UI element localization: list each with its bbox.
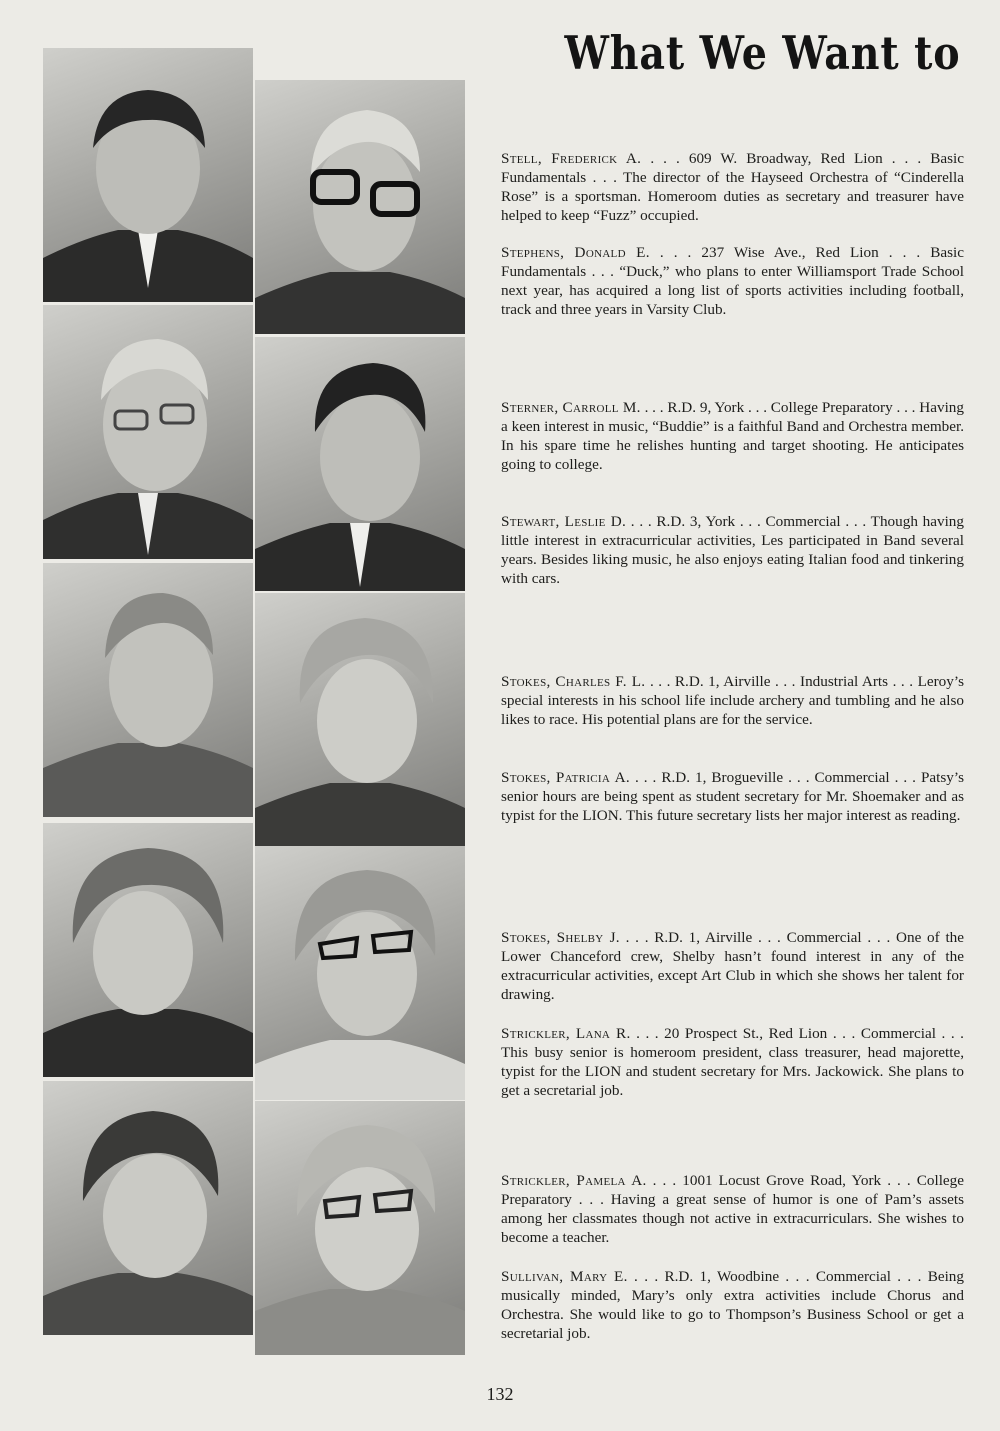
student-name: Stell, Frederick A. (501, 150, 642, 167)
student-description: . . . R.D. 9, York . . . College Preparatory . . . Having a keen interest in music, “Buddie” is a faithful Band and Orchestra member. In his spare time he relishes hunting and target shooting. He anticipates going to college. (501, 399, 964, 473)
student-name: Sullivan, Mary E. (501, 1268, 628, 1285)
student-name: Stokes, Patricia A. (501, 769, 630, 786)
portrait-silhouette (43, 1081, 253, 1335)
portrait-photo (255, 846, 465, 1100)
portrait-photo (255, 593, 465, 847)
student-description: . . . 609 W. Broadway, Red Lion . . . Basic Fundamentals . . . The director of the Hayseed Orchestra of “Cinderella Rose” is a sportsman. Homeroom duties as secretary and treasurer have helped to keep “Fuzz” occupied. (501, 150, 964, 224)
student-entry (501, 1024, 964, 1100)
portrait-silhouette (43, 305, 253, 559)
page-number: 132 (486, 1384, 514, 1404)
student-name: Stephens, Donald E. (501, 244, 650, 261)
student-entry (501, 928, 964, 1004)
student-entry (501, 512, 964, 588)
student-description: . . . 20 Prospect St., Red Lion . . . Commercial . . . This busy senior is homeroom president, class treasurer, head majorette, typist for the LION and student secretary for Mrs. Jackowick. She plans to get a secretarial job. (501, 1025, 964, 1099)
student-entry (501, 243, 964, 319)
student-description: . . . 1001 Locust Grove Road, York . . . College Preparatory . . . Having a great sense of humor is one of Pam’s assets among her classmates though not active in extracurriculars. She wishes to become a teacher. (501, 1172, 965, 1246)
student-name: Stokes, Shelby J. (501, 929, 620, 946)
student-name: Stokes, Charles F. L. (501, 673, 646, 690)
student-entry (501, 672, 964, 729)
portrait-silhouette (43, 823, 253, 1077)
portrait-photo (43, 563, 253, 817)
student-entry (501, 1267, 964, 1343)
portrait-photo (43, 48, 253, 302)
student-entry (501, 398, 964, 474)
student-description: . . . R.D. 1, Woodbine . . . Commercial . . . Being musically minded, Mary’s only extra activities include Chorus and Orchestra. She would like to go to Thompson’s Business School or get a secretarial job. (501, 1268, 964, 1342)
student-name: Strickler, Pamela A. (501, 1172, 647, 1189)
student-name: Stewart, Leslie D. (501, 513, 627, 530)
portrait-silhouette (255, 846, 465, 1100)
portrait-silhouette (255, 593, 465, 847)
portrait-silhouette (255, 1101, 465, 1355)
portrait-photo (255, 1101, 465, 1355)
page-title: What We Want to (563, 26, 960, 80)
portrait-photo (43, 305, 253, 559)
student-description: . . . R.D. 1, Brogueville . . . Commercial . . . Patsy’s senior hours are being spent as student secretary for Mr. Shoemaker and as typist for the LION. This future secretary lists her major interest as reading. (501, 769, 964, 824)
student-name: Strickler, Lana R. (501, 1025, 631, 1042)
student-entry (501, 1171, 964, 1247)
portrait-silhouette (255, 80, 465, 334)
student-description: . . . R.D. 1, Airville . . . Commercial . . . One of the Lower Chanceford crew, Shelby hasn’t found interest in any of the extracurricular activities, except Art Club in which she shows her talent for drawing. (501, 929, 964, 1003)
student-description: . . . 237 Wise Ave., Red Lion . . . Basic Fundamentals . . . “Duck,” who plans to enter Williamsport Trade School next year, has acquired a long list of sports activities including football, track and three years in Varsity Club. (501, 244, 964, 318)
portrait-silhouette (43, 48, 253, 302)
portrait-photo (43, 823, 253, 1077)
portrait-photo (43, 1081, 253, 1335)
student-description: . . . R.D. 3, York . . . Commercial . . . Though having little interest in extracurricular activities, Les participated in Band several years. Besides liking music, he also enjoys eating Italian food and tinkering with cars. (501, 513, 964, 587)
student-entry (501, 768, 964, 825)
portrait-silhouette (43, 563, 253, 817)
portrait-silhouette (255, 337, 465, 591)
portrait-photo (255, 337, 465, 591)
student-name: Sterner, Carroll M. (501, 399, 641, 416)
student-description: . . . R.D. 1, Airville . . . Industrial Arts . . . Leroy’s special interests in his school life include archery and tumbling and he also likes to race. His potential plans are for the service. (501, 673, 964, 728)
student-entry (501, 149, 964, 225)
portrait-photo (255, 80, 465, 334)
